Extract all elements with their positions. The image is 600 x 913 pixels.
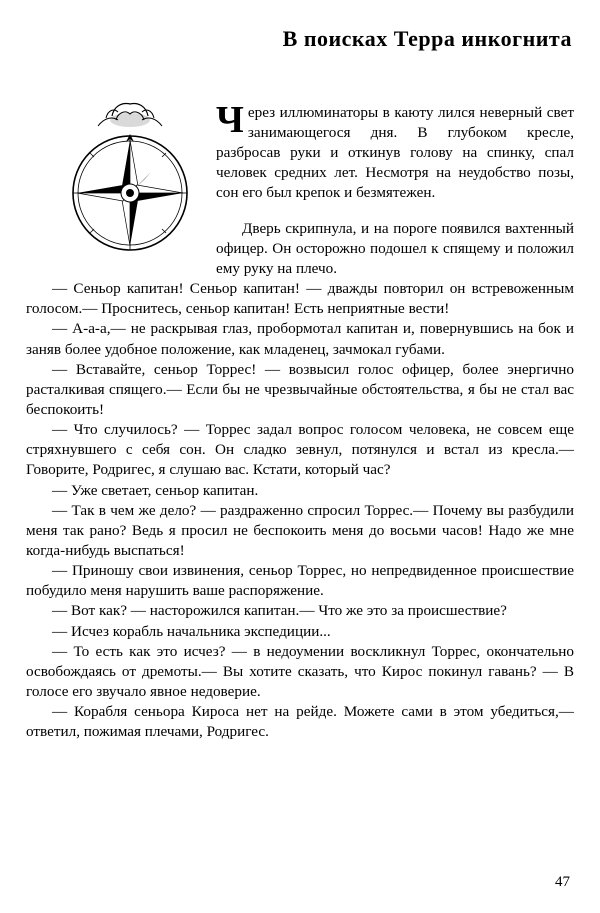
page-number: 47: [555, 874, 570, 890]
paragraph: — Вставайте, сеньор Торрес! — возвысил голос офицер, более энергично расталкивая спящего.— Если бы не чрезвычайные обстоятельства, я бы не стал вас беспокоить!: [26, 360, 574, 418]
paragraph: — То есть как это исчез? — в недоумении воскликнул Торрес, окончательно освобождаясь от дремоты.— Вы хотите сказать, что Кирос покинул гавань? — В голосе его звучало явное недоверие.: [26, 642, 574, 700]
paragraph: — Приношу свои извинения, сеньор Торрес, но непредвиденное происшествие побудило меня нарушить ваше распоряжение.: [26, 562, 574, 600]
page-title: В поисках Терра инкогнита: [282, 26, 572, 51]
paragraph-text: ерез иллюминаторы в каюту лился неверный свет занимающегося дня. В глубоком кресле, разбросав руки и откинув голову на спинку, спал человек средних лет. Несмотря на неудобство позы, сон его был крепок и безмятежен.: [216, 104, 574, 202]
paragraph: — Исчез корабль начальника экспедиции...: [52, 622, 331, 640]
paragraph: — А-а-а,— не раскрывая глаз, пробормотал капитан и, повернувшись на бок и заняв более удобное положение, как младенец, зачмокал губами.: [26, 320, 574, 358]
drop-cap: Ч: [216, 99, 244, 142]
page-body: [26, 88, 574, 742]
paragraph: — Что случилось? — Торрес задал вопрос голосом человека, не совсем еще стряхнувшего с себя сон. Он сладко зевнул, потянулся и встал из кресла.— Говорите, Родригес, я слушаю вас. Кстати, который час?: [26, 421, 574, 479]
paragraph: — Так в чем же дело? — раздраженно спросил Торрес.— Почему вы разбудили меня так рано? Ведь я просил не беспокоить меня до восьми часов! Надо же мне когда-нибудь выспаться!: [26, 501, 574, 559]
paragraph: Дверь скрипнула, и на пороге появился вахтенный офицер. Он осторожно подошел к спящему и положил ему руку на плечо.: [216, 219, 574, 277]
paragraph: — Вот как? — насторожился капитан.— Что же это за происшествие?: [52, 602, 507, 620]
paragraph: — Сеньор капитан! Сеньор капитан! — дважды повторил он встревоженным голосом.— Проснитесь, сеньор капитан! Есть неприятные вести!: [26, 280, 574, 318]
compass-rose-illustration: [56, 90, 204, 258]
paragraph: — Уже светает, сеньор капитан.: [52, 481, 259, 499]
paragraph: — Корабля сеньора Кироса нет на рейде. Можете сами в этом убедиться,— ответил, пожимая плечами, Родригес.: [26, 703, 574, 741]
